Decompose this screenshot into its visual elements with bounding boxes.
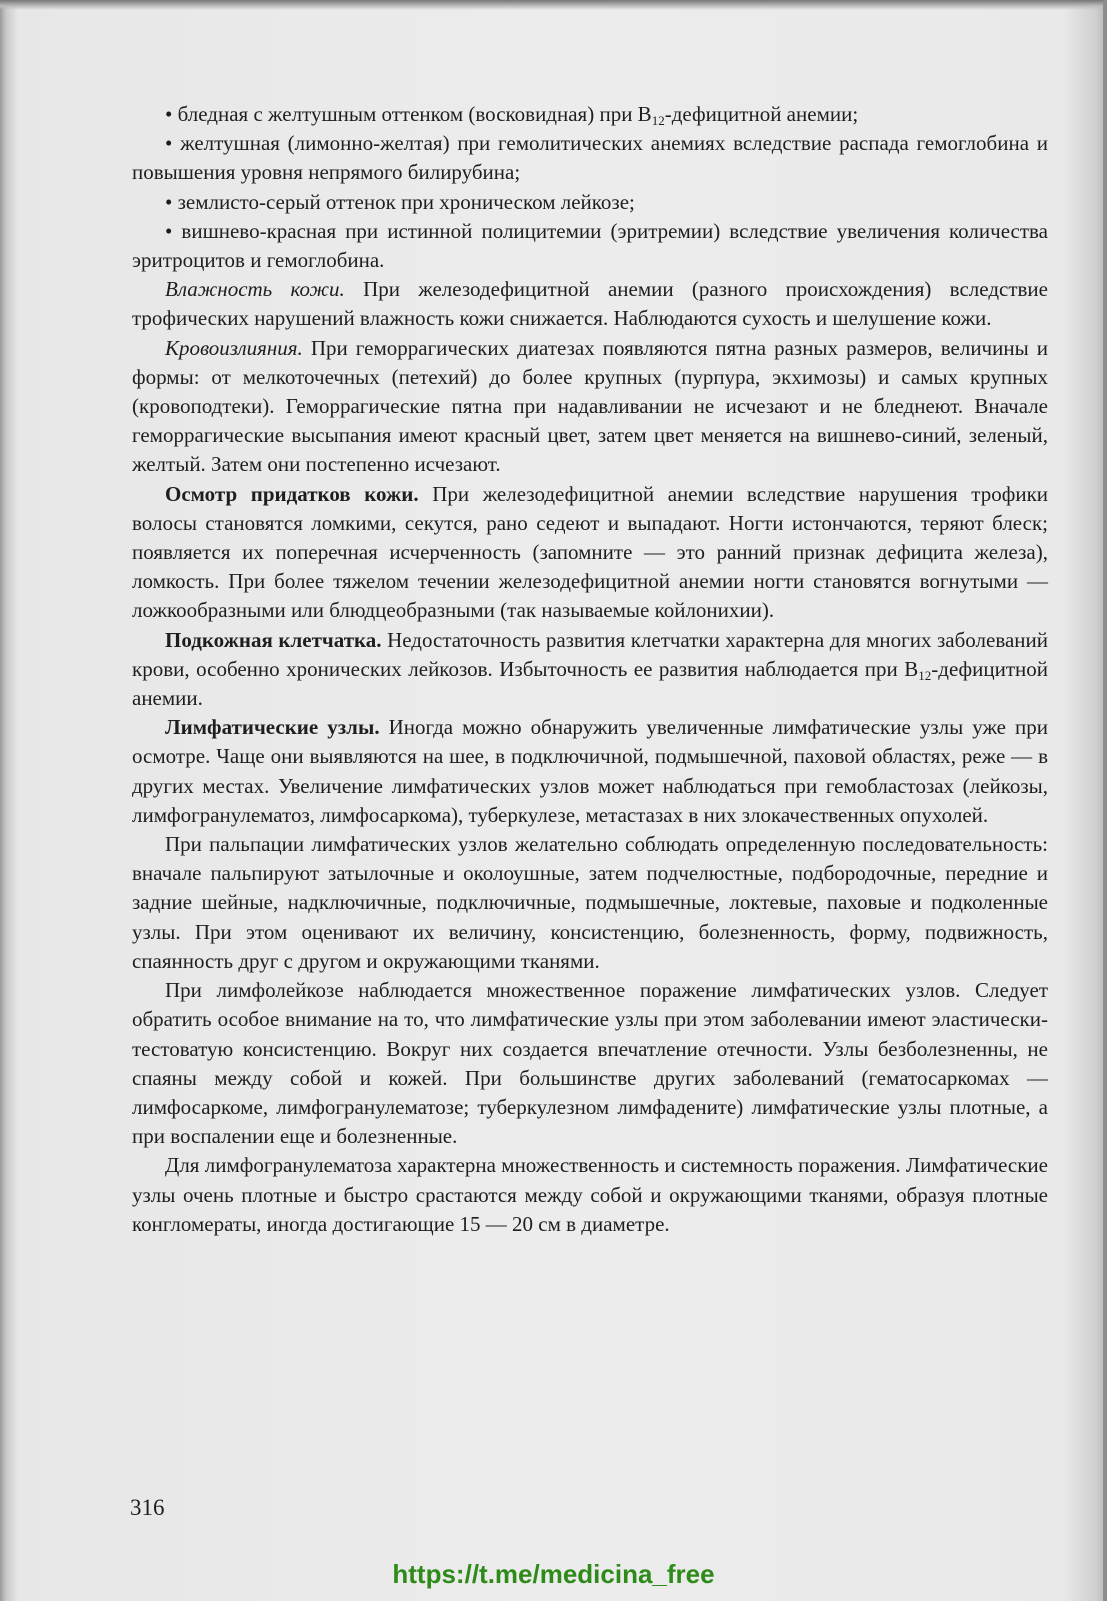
bullet-cherry-red-skin: • вишнево-красная при истинной полицитемии (эритремии) вследствие увеличения количества эритроцитов и гемоглобина.	[132, 218, 1048, 273]
scan-right-edge	[1103, 0, 1107, 1601]
paragraph-hemorrhages: Кровоизлияния. При геморрагических диатезах появляются пятна разных размеров, величины и формы: от мелкоточечных (петехий) до более крупных (пурпура, экхимозы) и самых крупных (кровоподтеки). Геморрагические пятна при надавливании не исчезают и не бледнеют. Вначале геморрагические высыпания имеют красный цвет, затем цвет меняется на вишнево-синий, зеленый, желтый. Затем они постепенно исчезают.	[132, 335, 1048, 477]
telegram-link[interactable]: https://t.me/medicina_free	[392, 1559, 715, 1589]
subscript-12: 12	[651, 113, 665, 128]
paragraph-palpation-order: При пальпации лимфатических узлов желательно соблюдать определенную последовательность: вначале пальпируют затылочные и околоушные, затем подчелюстные, подбородочные, передние и задние шейные, надключичные, подключичные, подмышечные, локтевые, паховые и подколенные узлы. При этом оценивают их величину, консистенцию, болезненность, форму, подвижность, спаянность друг с другом и окружающими тканями.	[132, 832, 1048, 973]
paragraph-skin-appendages: Осмотр придатков кожи. При железодефицитной анемии вследствие нарушения трофики волосы становятся ломкими, секутся, рано седеют и выпадают. Ногти истончаются, теряют блеск; появляется их поперечная исчерченность (запомните — это ранний признак дефицита железа), ломкость. При более тяжелом течении железодефицитной анемии ногти становятся вогнутыми — ложкообразными или блюдцеобразными (так называемые койлонихии).	[132, 481, 1049, 623]
paragraph-lymphogranulomatosis: Для лимфогранулематоза характерна множественность и системность поражения. Лимфатические узлы очень плотные и быстро срастаются между собой и окружающими тканями, образуя плотные конгломераты, иногда достигающие 15 — 20 см в диаметре.	[132, 1153, 1048, 1236]
bullet-pale-skin: • бледная с желтушным оттенком (восковидная) при $B_{12}$-дефицитной анемии;	[165, 102, 859, 128]
subscript-12: 12	[918, 667, 932, 683]
body-text	[132, 100, 1048, 1239]
heading-lymph-nodes: Лимфатические узлы.	[165, 715, 380, 740]
heading-subcutaneous-tissue: Подкожная клетчатка.	[165, 627, 382, 652]
paragraph-lymph-nodes: Лимфатические узлы. Иногда можно обнаружить увеличенные лимфатические узлы уже при осмотре. Чаще они выявляются на шее, в подключичной, подмышечной, паховой областях, реже — в других местах. Увеличение лимфатических узлов может наблюдаться при гемобластозах (лейкозы, лимфогранулематоз, лимфосаркома), туберкулезе, метастазах в них злокачественных опухолей.	[132, 715, 1048, 827]
page-number: 316	[130, 1495, 165, 1520]
paragraph-lymphocytic-leukemia: При лимфолейкозе наблюдается множественное поражение лимфатических узлов. Следует обратить особое внимание на то, что лимфатические узлы при этом заболевании имеют эластически-тестоватую консистенцию. Вокруг них создается впечатление отечности. Узлы безболезненны, не спаяны между собой и кожей. При большинстве других заболеваний (гематосаркомах — лимфосаркоме, лимфогранулематозе; туберкулезном лимфадените) лимфатические узлы плотные, а при воспалении еще и болезненные.	[132, 978, 1048, 1149]
bullet-earthy-gray-skin: • землисто-серый оттенок при хроническом лейкозе;	[165, 189, 635, 214]
heading-skin-appendages: Осмотр придатков кожи.	[165, 481, 419, 506]
paragraph-skin-moisture: Влажность кожи. При железодефицитной анемии (разного происхождения) вследствие трофических нарушений влажность кожи снижается. Наблюдаются сухость и шелушение кожи.	[132, 277, 1048, 331]
heading-hemorrhages: Кровоизлияния.	[165, 335, 303, 360]
scan-top-edge	[0, 0, 1107, 10]
bullet-jaundiced-skin: • желтушная (лимонно-желтая) при гемолитических анемиях вследствие распада гемоглобина и повышения уровня непрямого билирубина;	[132, 131, 1048, 185]
paragraph-subcutaneous-tissue: Подкожная клетчатка. Недостаточность развития клетчатки характерна для многих заболеваний крови, особенно хронических лейкозов. Избыточность ее развития наблюдается при $B_{12}$-дефицитной анемии.	[132, 627, 1048, 711]
heading-skin-moisture: Влажность кожи.	[165, 277, 345, 302]
